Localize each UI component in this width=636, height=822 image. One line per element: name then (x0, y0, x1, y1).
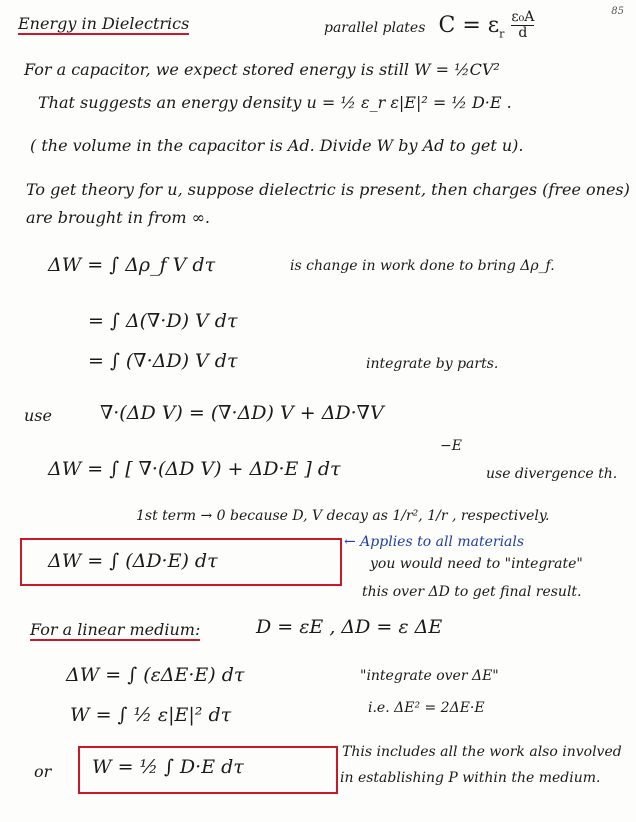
eq-delta-w-expanded: ΔW = ∫ [ ∇·(ΔD V) + ΔD·E ] dτ (48, 458, 341, 480)
final-note-2: in establishing P within the medium. (340, 770, 601, 786)
first-term-note: 1st term → 0 because D, V decay as 1/r², 1/r , respectively. (136, 508, 550, 524)
eq-linear-delta-w: ΔW = ∫ (εΔE·E) dτ (66, 664, 245, 686)
integrate-over-note: "integrate over ΔE" (360, 668, 499, 684)
applies-note: ← Applies to all materials (344, 534, 525, 550)
eq-divergence-note: use divergence th. (486, 466, 618, 482)
boxed-w-eq: W = ½ ∫ D·E dτ (92, 756, 244, 778)
boxed-delta-w-eq: ΔW = ∫ (ΔD·E) dτ (48, 550, 218, 572)
linear-medium-eq: D = εE , ΔD = ε ΔE (256, 616, 443, 638)
eq-div-d: = ∫ Δ(∇·D) V dτ (88, 310, 238, 332)
parallel-plates-note: parallel plates $C = \varepsilon_r$ $\frac{\text{ε₀A}}{d}$ (324, 9, 535, 42)
final-note-1: This includes all the work also involved (342, 744, 622, 760)
line-capacitor: For a capacitor, we expect stored energy is still W = ½CV² (24, 60, 500, 79)
title-text: Energy in Dielectrics (18, 14, 190, 33)
eq-div-delta-d: = ∫ (∇·ΔD) V dτ (88, 350, 238, 372)
page-title (18, 14, 189, 33)
line-brought-in: are brought in from ∞. (26, 208, 211, 227)
eq-w-integral: W = ∫ ½ ε|E|² dτ (70, 704, 232, 726)
line-volume: ( the volume in the capacitor is Ad. Divide W by Ad to get u). (30, 136, 524, 155)
line-energy-density: That suggests an energy density u = ½ ε_r ε|E|² = ½ D·E . (38, 93, 512, 112)
linear-medium-heading: For a linear medium: (30, 620, 201, 639)
eq-integrate-parts: integrate by parts. (366, 356, 499, 372)
eq-product-rule: ∇·(ΔD V) = (∇·ΔD) V + ΔD·∇V (100, 402, 384, 424)
line-theory: To get theory for u, suppose dielectric is present, then charges (free ones) (26, 180, 630, 199)
integrate-note-1: you would need to "integrate" (370, 556, 583, 572)
page-number: 85 (611, 6, 624, 17)
eq-delta-w-note: is change in work done to bring Δρ_f. (290, 258, 555, 274)
eq-delta-w: ΔW = ∫ Δρ_f V dτ (48, 254, 216, 276)
use-label: use (24, 406, 52, 425)
integrate-note-2: this over ΔD to get final result. (362, 584, 582, 600)
ie-note: i.e. ΔE² = 2ΔE·E (368, 700, 485, 716)
eq-grad-v-note: −E (440, 438, 462, 454)
or-label: or (34, 762, 52, 781)
